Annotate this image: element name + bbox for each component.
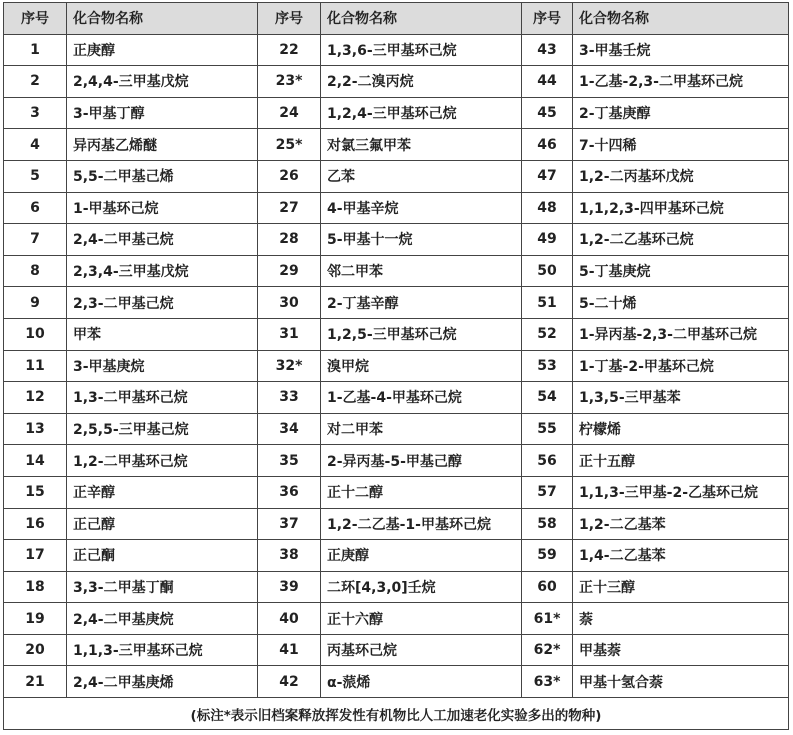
compound-name: 1,2,5-三甲基环己烷 <box>321 318 522 350</box>
compound-number: 2 <box>4 66 67 98</box>
table-row <box>4 382 789 414</box>
compound-number: 59 <box>522 540 573 572</box>
compound-name: 甲基萘 <box>573 634 789 666</box>
compound-name: 1-丁基-2-甲基环己烷 <box>573 350 789 382</box>
compound-number: 48 <box>522 192 573 224</box>
compound-name: 3-甲基庚烷 <box>67 350 258 382</box>
compound-number: 40 <box>258 603 321 635</box>
compound-name: 2,4-二甲基己烷 <box>67 224 258 256</box>
compound-name: 甲苯 <box>67 318 258 350</box>
table-row <box>4 571 789 603</box>
compound-name: 正十六醇 <box>321 603 522 635</box>
compound-name: 1,4-二乙基苯 <box>573 540 789 572</box>
compound-number: 6 <box>4 192 67 224</box>
compound-number: 11 <box>4 350 67 382</box>
compound-number: 3 <box>4 97 67 129</box>
compound-name: 2,3,4-三甲基戊烷 <box>67 255 258 287</box>
compound-number: 15 <box>4 476 67 508</box>
compound-name: 1,1,3-三甲基-2-乙基环己烷 <box>573 476 789 508</box>
table-row <box>4 666 789 698</box>
footnote: (标注*表示旧档案释放挥发性有机物比人工加速老化实验多出的物种) <box>4 698 789 730</box>
compound-number: 62* <box>522 634 573 666</box>
compound-number: 49 <box>522 224 573 256</box>
compound-number: 4 <box>4 129 67 161</box>
compound-name: 溴甲烷 <box>321 350 522 382</box>
compound-name: 2,4-二甲基庚烯 <box>67 666 258 698</box>
compound-name: 2-丁基庚醇 <box>573 97 789 129</box>
compound-name: 2,5,5-三甲基己烷 <box>67 413 258 445</box>
compound-number: 33 <box>258 382 321 414</box>
header-name-1: 化合物名称 <box>67 3 258 35</box>
compound-name: 1,2-二丙基环戊烷 <box>573 160 789 192</box>
compound-number: 56 <box>522 445 573 477</box>
compound-name: 1,2-二乙基-1-甲基环己烷 <box>321 508 522 540</box>
compound-number: 36 <box>258 476 321 508</box>
compound-number: 55 <box>522 413 573 445</box>
compound-number: 63* <box>522 666 573 698</box>
header-name-2: 化合物名称 <box>321 3 522 35</box>
compound-number: 17 <box>4 540 67 572</box>
compound-name: α-蒎烯 <box>321 666 522 698</box>
compound-name: 3,3-二甲基丁酮 <box>67 571 258 603</box>
compound-number: 57 <box>522 476 573 508</box>
compound-number: 42 <box>258 666 321 698</box>
compound-number: 44 <box>522 66 573 98</box>
table-row <box>4 508 789 540</box>
compound-number: 39 <box>258 571 321 603</box>
table-row <box>4 129 789 161</box>
table-row <box>4 318 789 350</box>
compound-number: 19 <box>4 603 67 635</box>
header-row <box>4 3 789 35</box>
compound-number: 41 <box>258 634 321 666</box>
compound-name: 1,2-二乙基苯 <box>573 508 789 540</box>
compound-name: 5-甲基十一烷 <box>321 224 522 256</box>
compound-number: 20 <box>4 634 67 666</box>
table-row <box>4 413 789 445</box>
compound-table-wrapper <box>3 2 789 730</box>
header-number-1: 序号 <box>4 3 67 35</box>
compound-name: 丙基环己烷 <box>321 634 522 666</box>
compound-number: 9 <box>4 287 67 319</box>
compound-number: 35 <box>258 445 321 477</box>
table-body <box>4 34 789 697</box>
compound-name: 正辛醇 <box>67 476 258 508</box>
compound-name: 二环[4,3,0]壬烷 <box>321 571 522 603</box>
compound-number: 51 <box>522 287 573 319</box>
compound-name: 3-甲基壬烷 <box>573 34 789 66</box>
table-row <box>4 192 789 224</box>
table-row <box>4 287 789 319</box>
compound-name: 正己醇 <box>67 508 258 540</box>
compound-number: 7 <box>4 224 67 256</box>
compound-name: 1-甲基环己烷 <box>67 192 258 224</box>
table-row <box>4 160 789 192</box>
compound-number: 52 <box>522 318 573 350</box>
table-row <box>4 350 789 382</box>
compound-name: 2-异丙基-5-甲基己醇 <box>321 445 522 477</box>
compound-name: 正庚醇 <box>321 540 522 572</box>
compound-number: 27 <box>258 192 321 224</box>
compound-name: 正十三醇 <box>573 571 789 603</box>
compound-name: 4-甲基辛烷 <box>321 192 522 224</box>
compound-number: 26 <box>258 160 321 192</box>
header-number-2: 序号 <box>258 3 321 35</box>
compound-name: 异丙基乙烯醚 <box>67 129 258 161</box>
compound-name: 对氯三氟甲苯 <box>321 129 522 161</box>
compound-name: 1,2-二乙基环己烷 <box>573 224 789 256</box>
compound-number: 61* <box>522 603 573 635</box>
table-row <box>4 255 789 287</box>
footnote-row <box>4 698 789 730</box>
compound-name: 1-异丙基-2,3-二甲基环己烷 <box>573 318 789 350</box>
compound-name: 正十五醇 <box>573 445 789 477</box>
compound-name: 萘 <box>573 603 789 635</box>
compound-number: 13 <box>4 413 67 445</box>
header-number-3: 序号 <box>522 3 573 35</box>
compound-name: 7-十四稀 <box>573 129 789 161</box>
compound-number: 53 <box>522 350 573 382</box>
compound-name: 1-乙基-2,3-二甲基环己烷 <box>573 66 789 98</box>
compound-name: 5-二十烯 <box>573 287 789 319</box>
compound-name: 2,2-二溴丙烷 <box>321 66 522 98</box>
compound-name: 1,2-二甲基环己烷 <box>67 445 258 477</box>
compound-number: 60 <box>522 571 573 603</box>
compound-number: 16 <box>4 508 67 540</box>
table-row <box>4 66 789 98</box>
compound-number: 18 <box>4 571 67 603</box>
compound-number: 38 <box>258 540 321 572</box>
compound-table <box>3 2 789 730</box>
table-row <box>4 476 789 508</box>
table-row <box>4 34 789 66</box>
compound-number: 47 <box>522 160 573 192</box>
compound-name: 邻二甲苯 <box>321 255 522 287</box>
compound-name: 对二甲苯 <box>321 413 522 445</box>
compound-number: 46 <box>522 129 573 161</box>
table-row <box>4 540 789 572</box>
compound-number: 5 <box>4 160 67 192</box>
compound-number: 31 <box>258 318 321 350</box>
compound-number: 50 <box>522 255 573 287</box>
compound-name: 2,4,4-三甲基戊烷 <box>67 66 258 98</box>
compound-name: 1,2,4-三甲基环己烷 <box>321 97 522 129</box>
compound-number: 58 <box>522 508 573 540</box>
compound-number: 1 <box>4 34 67 66</box>
table-row <box>4 97 789 129</box>
compound-name: 5,5-二甲基己烯 <box>67 160 258 192</box>
compound-name: 1,3-二甲基环己烷 <box>67 382 258 414</box>
compound-number: 30 <box>258 287 321 319</box>
table-row <box>4 634 789 666</box>
compound-number: 45 <box>522 97 573 129</box>
compound-number: 32* <box>258 350 321 382</box>
compound-name: 2,4-二甲基庚烷 <box>67 603 258 635</box>
compound-name: 3-甲基丁醇 <box>67 97 258 129</box>
compound-name: 甲基十氢合萘 <box>573 666 789 698</box>
compound-name: 5-丁基庚烷 <box>573 255 789 287</box>
compound-number: 23* <box>258 66 321 98</box>
compound-number: 24 <box>258 97 321 129</box>
table-row <box>4 603 789 635</box>
compound-name: 2,3-二甲基己烷 <box>67 287 258 319</box>
compound-number: 54 <box>522 382 573 414</box>
compound-name: 1-乙基-4-甲基环己烷 <box>321 382 522 414</box>
table-row <box>4 445 789 477</box>
compound-name: 1,3,5-三甲基苯 <box>573 382 789 414</box>
compound-name: 1,1,2,3-四甲基环己烷 <box>573 192 789 224</box>
compound-name: 正十二醇 <box>321 476 522 508</box>
compound-number: 12 <box>4 382 67 414</box>
compound-number: 14 <box>4 445 67 477</box>
header-name-3: 化合物名称 <box>573 3 789 35</box>
compound-name: 柠檬烯 <box>573 413 789 445</box>
table-row <box>4 224 789 256</box>
compound-name: 正庚醇 <box>67 34 258 66</box>
compound-number: 25* <box>258 129 321 161</box>
compound-name: 2-丁基辛醇 <box>321 287 522 319</box>
compound-number: 43 <box>522 34 573 66</box>
compound-name: 正己酮 <box>67 540 258 572</box>
compound-number: 10 <box>4 318 67 350</box>
compound-number: 34 <box>258 413 321 445</box>
compound-number: 22 <box>258 34 321 66</box>
compound-name: 乙苯 <box>321 160 522 192</box>
compound-number: 8 <box>4 255 67 287</box>
compound-number: 28 <box>258 224 321 256</box>
compound-name: 1,3,6-三甲基环己烷 <box>321 34 522 66</box>
compound-name: 1,1,3-三甲基环己烷 <box>67 634 258 666</box>
compound-number: 21 <box>4 666 67 698</box>
compound-number: 37 <box>258 508 321 540</box>
compound-number: 29 <box>258 255 321 287</box>
